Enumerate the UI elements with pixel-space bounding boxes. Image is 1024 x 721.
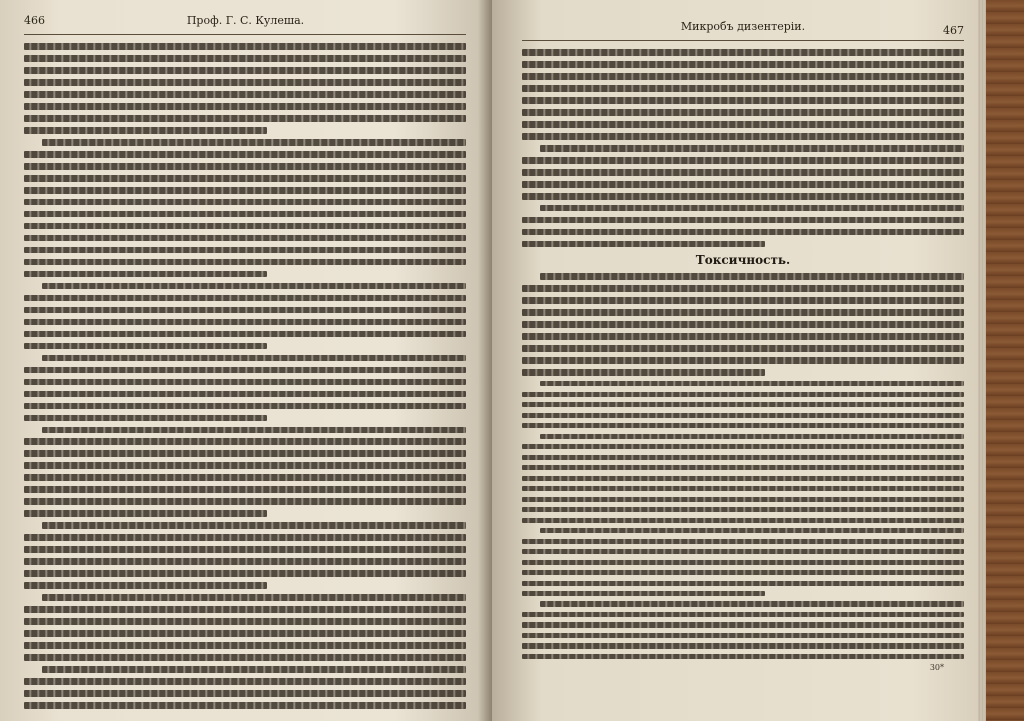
text-line xyxy=(522,612,964,617)
text-line xyxy=(522,181,964,188)
text-line xyxy=(24,199,466,206)
text-line xyxy=(24,403,466,410)
text-line xyxy=(24,367,466,374)
text-line xyxy=(24,103,466,110)
text-line xyxy=(522,654,964,659)
text-line xyxy=(540,205,964,212)
text-line xyxy=(24,702,466,709)
text-line xyxy=(522,61,964,68)
text-line xyxy=(522,444,964,449)
left-page-number: 466 xyxy=(24,14,45,27)
text-line xyxy=(24,307,466,314)
left-running-head xyxy=(24,14,466,30)
text-line xyxy=(522,570,964,575)
text-line xyxy=(522,229,964,236)
text-line xyxy=(42,594,466,601)
text-line xyxy=(522,97,964,104)
text-line xyxy=(540,601,964,606)
text-line xyxy=(522,476,964,481)
text-line xyxy=(522,539,964,544)
text-line xyxy=(522,49,964,56)
text-line xyxy=(540,381,964,386)
left-head-rule xyxy=(24,34,466,35)
text-line xyxy=(24,91,466,98)
text-line xyxy=(24,187,466,194)
text-line xyxy=(522,285,964,292)
text-line xyxy=(24,331,466,338)
section-heading: Токсичность. xyxy=(695,253,791,268)
text-line xyxy=(24,295,466,302)
text-line xyxy=(42,427,466,434)
text-line xyxy=(24,79,466,86)
text-line xyxy=(42,283,466,290)
text-line xyxy=(522,633,964,638)
text-line xyxy=(522,309,964,316)
right-body-text-upper xyxy=(522,49,964,247)
text-line xyxy=(522,497,964,502)
text-line xyxy=(522,622,964,627)
text-line xyxy=(24,151,466,158)
text-line xyxy=(24,582,267,589)
text-line xyxy=(522,581,964,586)
text-line xyxy=(522,121,964,128)
right-running-title: Микробъ дизентеріи. xyxy=(680,20,806,33)
text-line xyxy=(24,558,466,565)
page-edges xyxy=(978,0,986,721)
text-line xyxy=(522,560,964,565)
text-line xyxy=(522,518,964,523)
text-line xyxy=(522,321,964,328)
text-line xyxy=(24,618,466,625)
text-line xyxy=(24,415,267,422)
text-line xyxy=(540,145,964,152)
text-line xyxy=(24,450,466,457)
text-line xyxy=(24,498,466,505)
text-line xyxy=(522,109,964,116)
text-line xyxy=(24,606,466,613)
right-body-text-lower xyxy=(522,273,964,659)
text-line xyxy=(24,510,267,517)
right-head-rule xyxy=(522,40,964,41)
left-running-title: Проф. Г. С. Кулеша. xyxy=(186,14,305,27)
text-line xyxy=(24,235,466,242)
text-line xyxy=(42,139,466,146)
text-line xyxy=(540,273,964,280)
text-line xyxy=(522,217,964,224)
text-line xyxy=(522,549,964,554)
text-line xyxy=(24,343,267,350)
left-page xyxy=(0,0,492,721)
text-line xyxy=(522,357,964,364)
text-line xyxy=(24,438,466,445)
text-line xyxy=(42,522,466,529)
text-line xyxy=(522,507,964,512)
text-line xyxy=(522,85,964,92)
right-page xyxy=(492,0,986,721)
text-line xyxy=(522,157,964,164)
text-line xyxy=(522,413,964,418)
text-line xyxy=(24,247,466,254)
text-line xyxy=(522,297,964,304)
text-line xyxy=(540,528,964,533)
text-line xyxy=(24,678,466,685)
text-line xyxy=(24,570,466,577)
text-line xyxy=(24,127,267,134)
text-line xyxy=(24,462,466,469)
text-line xyxy=(24,486,466,493)
text-line xyxy=(24,391,466,398)
text-line xyxy=(522,486,964,491)
book-spine xyxy=(986,0,1024,721)
text-line xyxy=(522,402,964,407)
text-line xyxy=(522,643,964,648)
text-line xyxy=(540,434,964,439)
text-line xyxy=(42,666,466,673)
text-line xyxy=(522,465,964,470)
text-line xyxy=(522,193,964,200)
text-line xyxy=(24,43,466,50)
text-line xyxy=(522,591,765,596)
text-line xyxy=(24,630,466,637)
text-line xyxy=(24,690,466,697)
text-line xyxy=(522,133,964,140)
text-line xyxy=(24,175,466,182)
text-line xyxy=(522,241,765,248)
text-line xyxy=(24,642,466,649)
text-line xyxy=(24,259,466,266)
text-line xyxy=(24,115,466,122)
text-line xyxy=(24,271,267,278)
text-line xyxy=(522,423,964,428)
text-line xyxy=(522,73,964,80)
text-line xyxy=(522,455,964,460)
text-line xyxy=(522,392,964,397)
text-line xyxy=(24,67,466,74)
right-page-number: 467 xyxy=(943,24,964,37)
text-line xyxy=(42,355,466,362)
text-line xyxy=(522,345,964,352)
text-line xyxy=(24,534,466,541)
text-line xyxy=(24,654,466,661)
text-line xyxy=(24,55,466,62)
text-line xyxy=(522,333,964,340)
text-line xyxy=(24,223,466,230)
signature-mark: 30* xyxy=(929,663,944,673)
text-line xyxy=(24,319,466,326)
right-running-head xyxy=(522,20,964,36)
text-line xyxy=(522,369,765,376)
left-body-text xyxy=(24,43,466,709)
text-line xyxy=(24,546,466,553)
text-line xyxy=(24,211,466,218)
text-line xyxy=(24,379,466,386)
text-line xyxy=(24,474,466,481)
text-line xyxy=(522,169,964,176)
text-line xyxy=(24,163,466,170)
